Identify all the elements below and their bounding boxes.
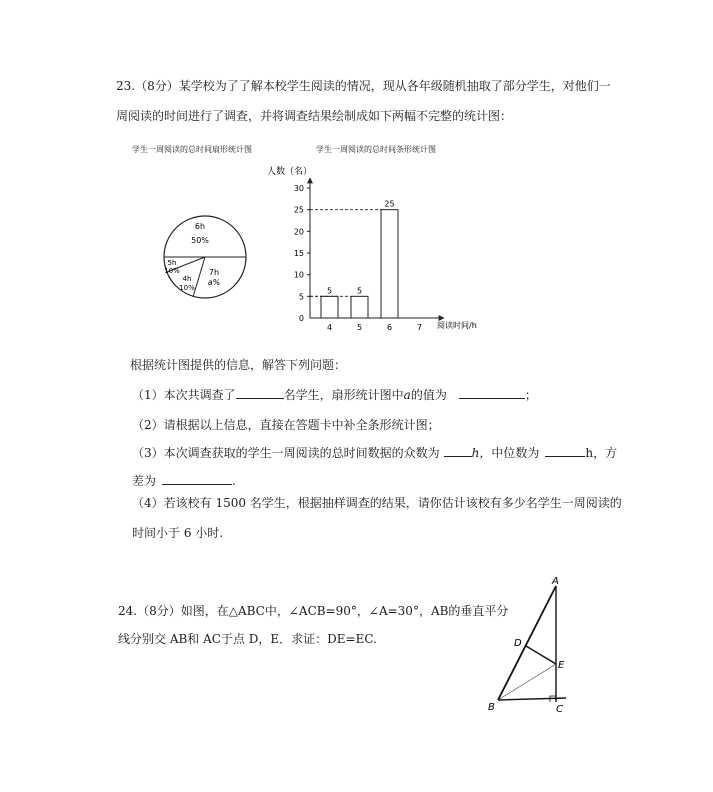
q23-sub4-line1: （4）若该校有 1500 名学生，根据抽样调查的结果，请你估计该校有多少名学生一周阅读的 (132, 496, 622, 510)
q23-sub1-text-b: 名学生，扇形统计图中 (283, 388, 404, 402)
bar-data-label: 5 (326, 286, 333, 296)
pie-label-7h: 7h (208, 268, 220, 277)
x-tick-label: 5 (356, 323, 363, 332)
bar-y-axis-label: 人数（名） (267, 167, 313, 177)
q23-sub3-line1 (132, 444, 617, 461)
x-tick-label: 7 (416, 323, 423, 332)
pie-chart (150, 205, 260, 315)
y-tick-label: 0 (298, 314, 304, 323)
y-tick-label: 20 (293, 227, 304, 237)
q23-score: （8分） (135, 79, 179, 93)
vertex-label-e: E (558, 660, 565, 671)
bar-data-label: 5 (356, 286, 363, 296)
vertex-label-b: B (488, 702, 495, 713)
pie-value-4h: 10% (179, 284, 195, 292)
q23-sub1-end: ； (524, 388, 537, 402)
q23-intro-line1 (116, 77, 611, 94)
q24-line2: 线分别交 AB和 AC于点 D，E．求证：DE=EC. (118, 632, 377, 646)
q23-number: 23. (116, 79, 136, 93)
bar-chart (262, 162, 492, 338)
bar-data-label: 25 (384, 199, 395, 209)
pie-label-4h: 4h (182, 275, 192, 283)
y-tick-label: 15 (293, 249, 304, 258)
pie-label-5h: 5h (167, 259, 177, 267)
q23-sub2: （2）请根据以上信息，直接在答题卡中补全条形统计图； (132, 418, 440, 432)
q23-sub3-line2 (132, 472, 236, 489)
answer-blank-mode[interactable] (444, 444, 472, 457)
pie-divider-4h-7h (193, 257, 205, 297)
q23-sub3-unit1: h， (471, 446, 492, 460)
segment-de (526, 646, 556, 664)
bar-chart-title: 学生一周阅读的总时间条形统计图 (316, 145, 436, 154)
q23-sub1-var: a (403, 388, 411, 402)
q23-sub1 (132, 386, 537, 403)
q23-sub3-end: . (232, 474, 236, 488)
q24-line1 (118, 602, 508, 619)
answer-blank-a[interactable] (459, 386, 525, 399)
x-tick-label: 6 (386, 323, 393, 332)
bar (381, 210, 398, 318)
q24-number: 24. (118, 604, 138, 618)
answer-blank-total[interactable] (236, 386, 284, 399)
pie-value-7h: a% (207, 278, 221, 287)
answer-blank-variance[interactable] (162, 472, 232, 485)
q23-sub3-text-c: 差为 (132, 474, 157, 488)
q24-score: （8分） (137, 604, 181, 618)
y-tick-label: 10 (293, 270, 304, 280)
y-tick-label: 5 (298, 292, 304, 302)
x-tick-label: 4 (326, 323, 333, 332)
y-tick-label: 30 (293, 184, 304, 193)
pie-value-6h: 50% (191, 236, 209, 245)
vertex-label-a: A (552, 576, 559, 587)
q23-sub4-line2: 时间小于 6 小时. (132, 526, 224, 540)
q23-prompt: 根据统计图提供的信息，解答下列问题： (130, 358, 347, 372)
segment-ab (498, 586, 556, 700)
y-tick-label: 25 (293, 205, 304, 215)
triangle-figure (480, 572, 590, 722)
q23-intro-line2: 周阅读的时间进行了调查，并将调查结果绘制成如下两幅不完整的统计图： (116, 109, 513, 123)
q23-sub3-text-b: 中位数为 (491, 446, 540, 460)
q23-sub1-text-a: （1）本次共调查了 (132, 388, 236, 402)
q23-intro1: 某学校为了了解本校学生阅读的情况，现从各年级随机抽取了部分学生，对他们一 (178, 79, 611, 93)
pie-value-5h: 10% (164, 267, 180, 275)
q24-text1: 如图，在△ABC中，∠ACB=90°，∠A=30°，AB的垂直平分 (180, 604, 509, 618)
q23-sub3-unit2: h，方 (585, 446, 618, 460)
pie-label-6h: 6h (194, 222, 206, 231)
bar (321, 296, 338, 318)
bar (351, 296, 368, 318)
bar-x-axis-label: 阅读时间/h (437, 321, 477, 330)
q23-sub3-text-a: （3）本次调查获取的学生一周阅读的总时间数据的众数为 (132, 446, 440, 460)
answer-blank-median[interactable] (545, 444, 585, 457)
vertex-label-d: D (514, 638, 522, 649)
vertex-label-c: C (556, 704, 563, 715)
pie-chart-title: 学生一周阅读的总时间扇形统计图 (132, 145, 252, 154)
q23-sub1-text-c: 的值为 (410, 388, 447, 402)
